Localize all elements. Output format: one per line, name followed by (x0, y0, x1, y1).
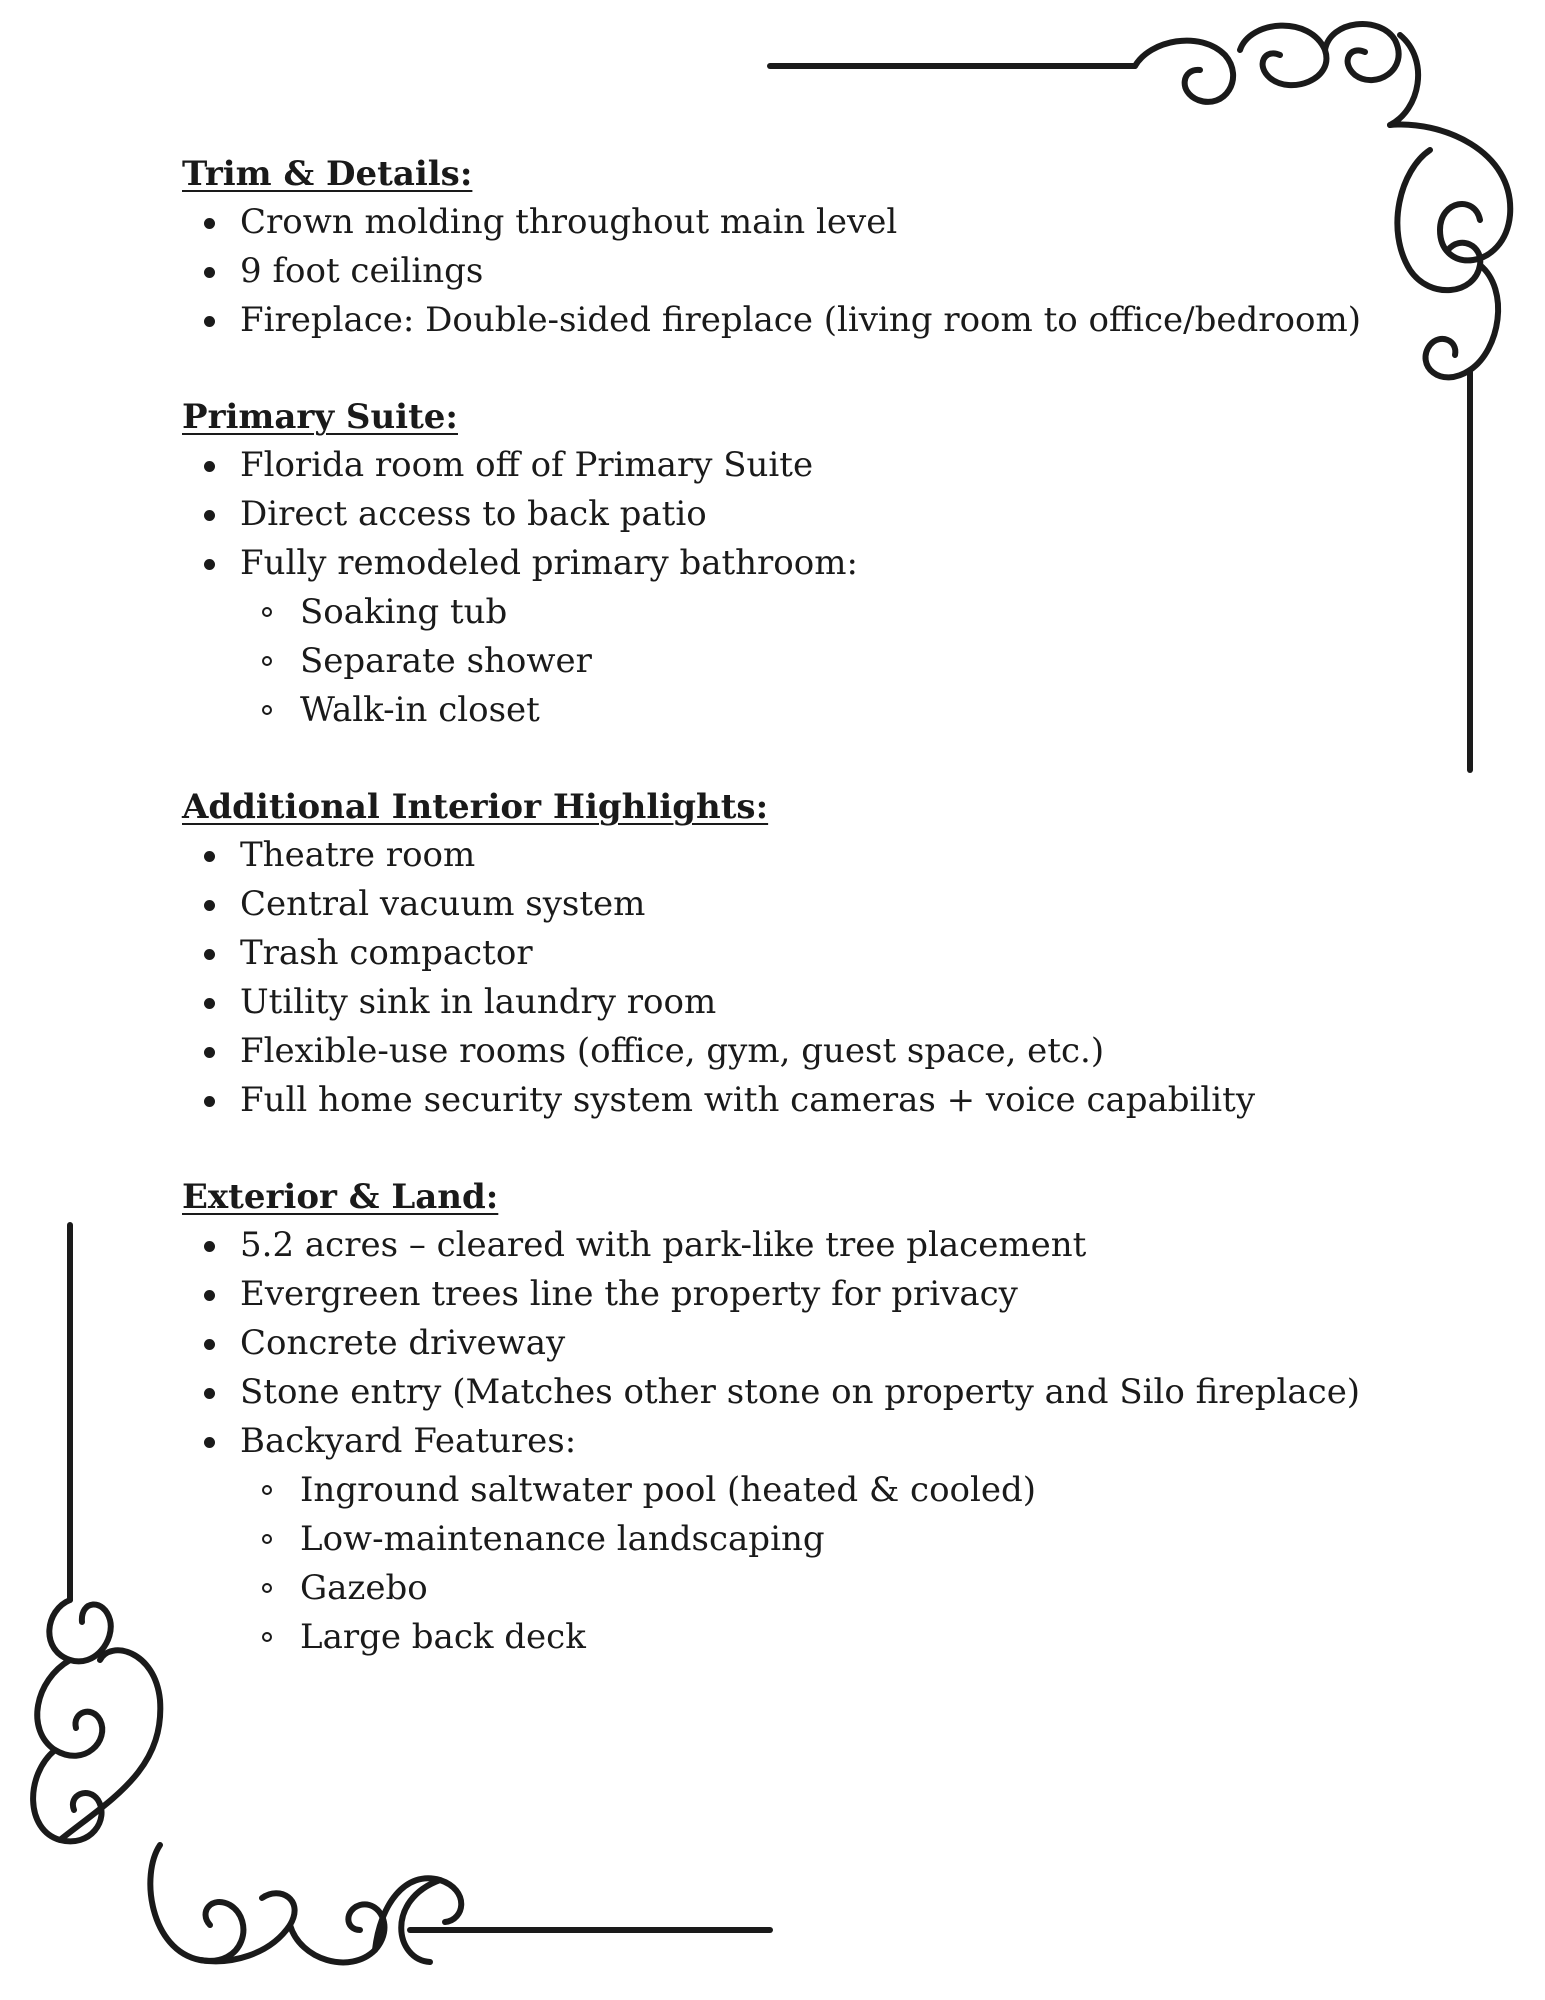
sub-bullet-list (182, 588, 1362, 735)
list-item: 5.2 acres – cleared with park-like tree placement (182, 1221, 1362, 1270)
document-body (182, 150, 1362, 1710)
list-item: Flexible-use rooms (office, gym, guest space, etc.) (182, 1027, 1362, 1076)
list-item: Direct access to back patio (182, 490, 1362, 539)
section-trim-details (182, 150, 1362, 345)
list-item: Backyard Features: (182, 1417, 1362, 1466)
list-item: Utility sink in laundry room (182, 978, 1362, 1027)
section-interior-highlights (182, 783, 1362, 1125)
list-item: Stone entry (Matches other stone on property and Silo fireplace) (182, 1368, 1362, 1417)
section-heading: Exterior & Land: (182, 1177, 499, 1217)
bullet-list (182, 831, 1362, 1125)
section-primary-suite (182, 393, 1362, 735)
section-heading: Trim & Details: (182, 154, 473, 194)
list-item: Central vacuum system (182, 880, 1362, 929)
sub-list-item: Walk-in closet (182, 686, 1362, 735)
section-heading: Additional Interior Highlights: (182, 787, 769, 827)
list-item: 9 foot ceilings (182, 247, 1362, 296)
list-item: Concrete driveway (182, 1319, 1362, 1368)
sub-list-item: Low-maintenance landscaping (182, 1515, 1362, 1564)
bullet-list (182, 198, 1362, 345)
list-item: Fireplace: Double-sided fireplace (living room to office/bedroom) (182, 296, 1362, 345)
sub-list-item: Soaking tub (182, 588, 1362, 637)
sub-list-item: Separate shower (182, 637, 1362, 686)
list-item: Trash compactor (182, 929, 1362, 978)
sub-list-item: Large back deck (182, 1613, 1362, 1662)
list-item: Florida room off of Primary Suite (182, 441, 1362, 490)
list-item: Crown molding throughout main level (182, 198, 1362, 247)
bullet-list (182, 441, 1362, 588)
list-item: Fully remodeled primary bathroom: (182, 539, 1362, 588)
section-heading: Primary Suite: (182, 397, 458, 437)
list-item: Theatre room (182, 831, 1362, 880)
sub-list-item: Gazebo (182, 1564, 1362, 1613)
section-exterior-land (182, 1173, 1362, 1662)
sub-list-item: Inground saltwater pool (heated & cooled) (182, 1466, 1362, 1515)
sub-bullet-list (182, 1466, 1362, 1662)
list-item: Full home security system with cameras + voice capability (182, 1076, 1362, 1125)
bullet-list (182, 1221, 1362, 1466)
list-item: Evergreen trees line the property for privacy (182, 1270, 1362, 1319)
